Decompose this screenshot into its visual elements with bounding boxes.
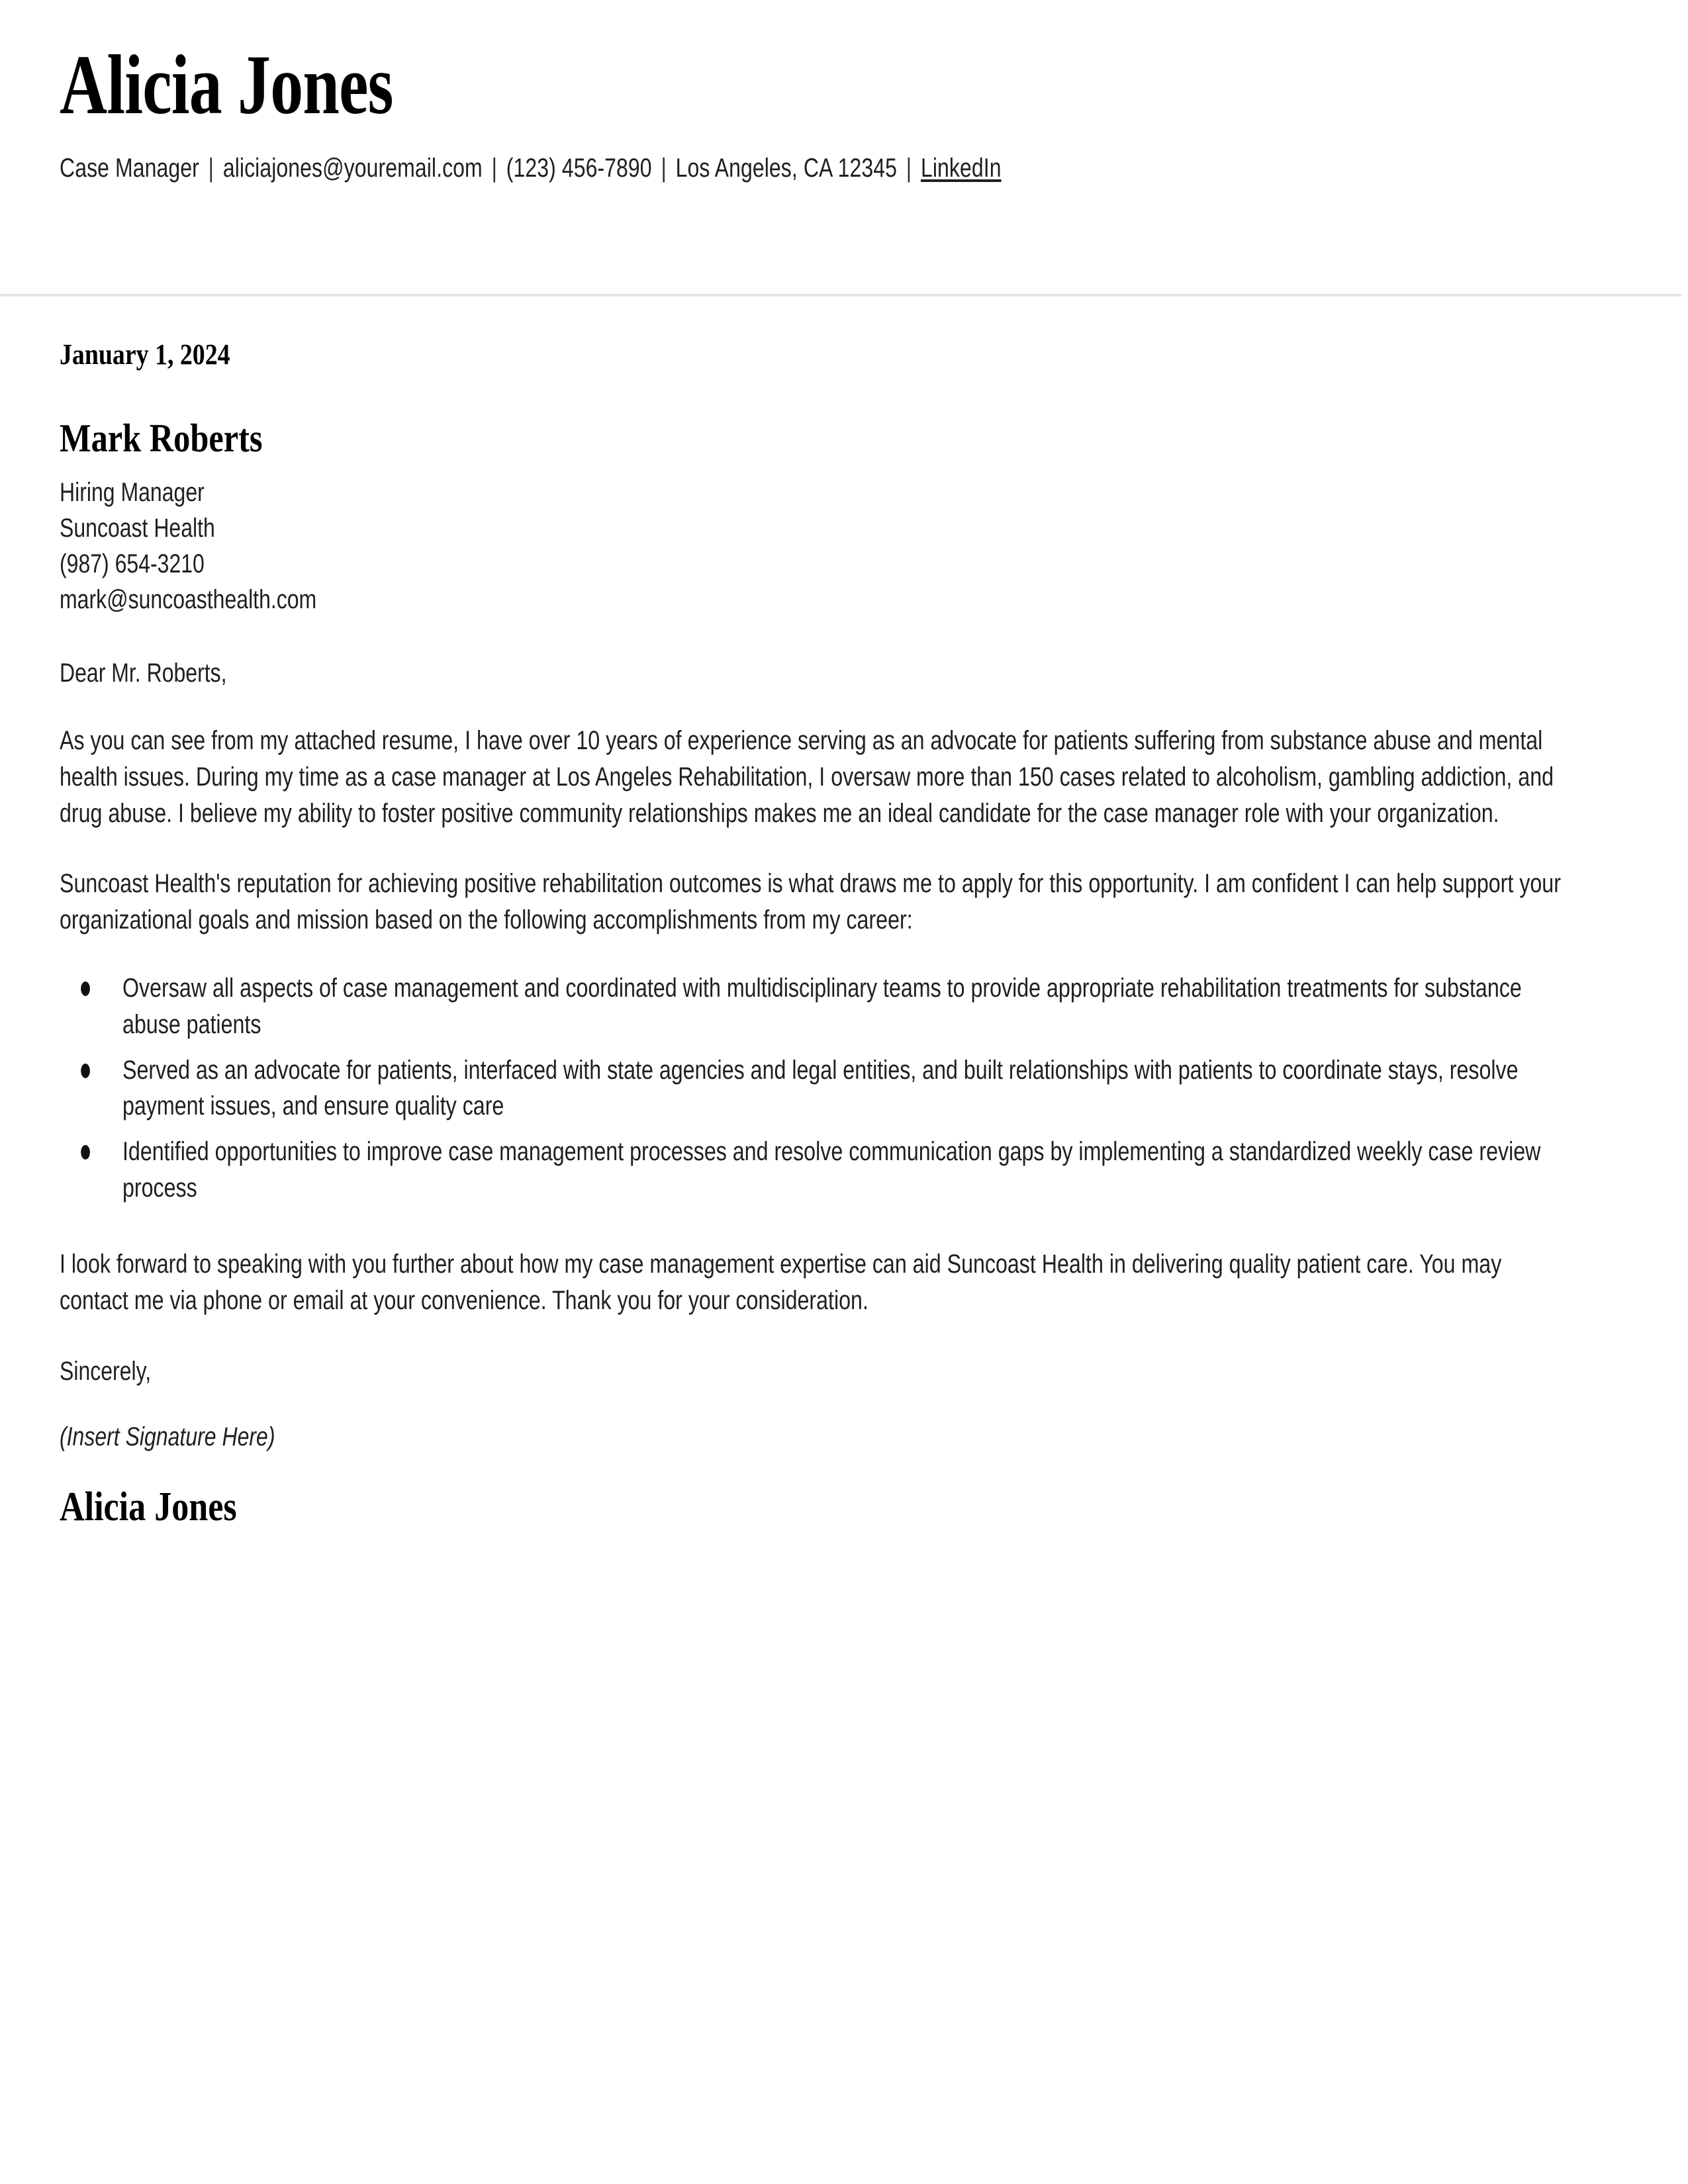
letter-body (60, 338, 1575, 1531)
recipient-company: Suncoast Health (60, 514, 215, 543)
recipient-block (60, 416, 1575, 617)
linkedin-link[interactable]: LinkedIn (920, 154, 1002, 183)
body-paragraph-1: As you can see from my attached resume, I have over 10 years of experience serving as an advocate for patients suffering from substance abuse and mental health issues. During my time as a case manager at Los Angeles Rehabilitation, I oversaw more than 150 cases related to alcoholism, gambling addiction, and drug abuse. I believe my ability to foster positive community relationships makes me an ideal candidate for the case manager role with your organization. (60, 726, 1554, 828)
contact-job-title: Case Manager (60, 154, 199, 183)
signature-name: Alicia Jones (60, 1484, 237, 1530)
signature-placeholder: (Insert Signature Here) (60, 1422, 275, 1452)
recipient-name: Mark Roberts (60, 416, 263, 460)
body-paragraph-3: I look forward to speaking with you further about how my case management expertise can aid Suncoast Health in delivering quality patient care. You may contact me via phone or email at your convenience. Thank you for your consideration. (60, 1249, 1502, 1315)
sign-off: Sincerely, (60, 1357, 152, 1387)
list-item (60, 1052, 1575, 1125)
salutation: Dear Mr. Roberts, (60, 659, 227, 688)
contact-location: Los Angeles, CA 12345 (675, 154, 898, 183)
contact-phone: (123) 456-7890 (506, 154, 652, 183)
bullet-point-icon (81, 1064, 90, 1078)
contact-separator: | (208, 154, 214, 183)
list-item-text: Identified opportunities to improve case management processes and resolve communication gaps by implementing a standardized weekly case review process (122, 1137, 1541, 1203)
contact-separator: | (661, 154, 667, 183)
letter-header (0, 0, 1688, 185)
bullet-point-icon (81, 981, 90, 996)
recipient-title: Hiring Manager (60, 478, 205, 507)
accomplishments-list (60, 970, 1575, 1206)
contact-line (60, 152, 1309, 185)
contact-separator: | (906, 154, 912, 183)
contact-separator: | (491, 154, 497, 183)
letter-date: January 1, 2024 (60, 338, 230, 371)
recipient-phone: (987) 654-3210 (60, 549, 205, 578)
list-item (60, 1134, 1575, 1206)
body-paragraph-2: Suncoast Health's reputation for achieving positive rehabilitation outcomes is what draws me to apply for this opportunity. I am confident I can help support your organizational goals and mission based on the following accomplishments from my career: (60, 869, 1561, 935)
recipient-email: mark@suncoasthealth.com (60, 585, 317, 614)
header-divider (0, 294, 1681, 296)
list-item-text: Served as an advocate for patients, interfaced with state agencies and legal entities, and built relationships with patients to coordinate stays, resolve payment issues, and ensure quality care (122, 1055, 1519, 1121)
contact-email: aliciajones@youremail.com (222, 154, 483, 183)
list-item (60, 970, 1575, 1043)
bullet-point-icon (81, 1145, 90, 1160)
list-item-text: Oversaw all aspects of case management and coordinated with multidisciplinary teams to provide appropriate rehabilitation treatments for substance abuse patients (122, 973, 1522, 1039)
page-title: Alicia Jones (60, 38, 393, 132)
